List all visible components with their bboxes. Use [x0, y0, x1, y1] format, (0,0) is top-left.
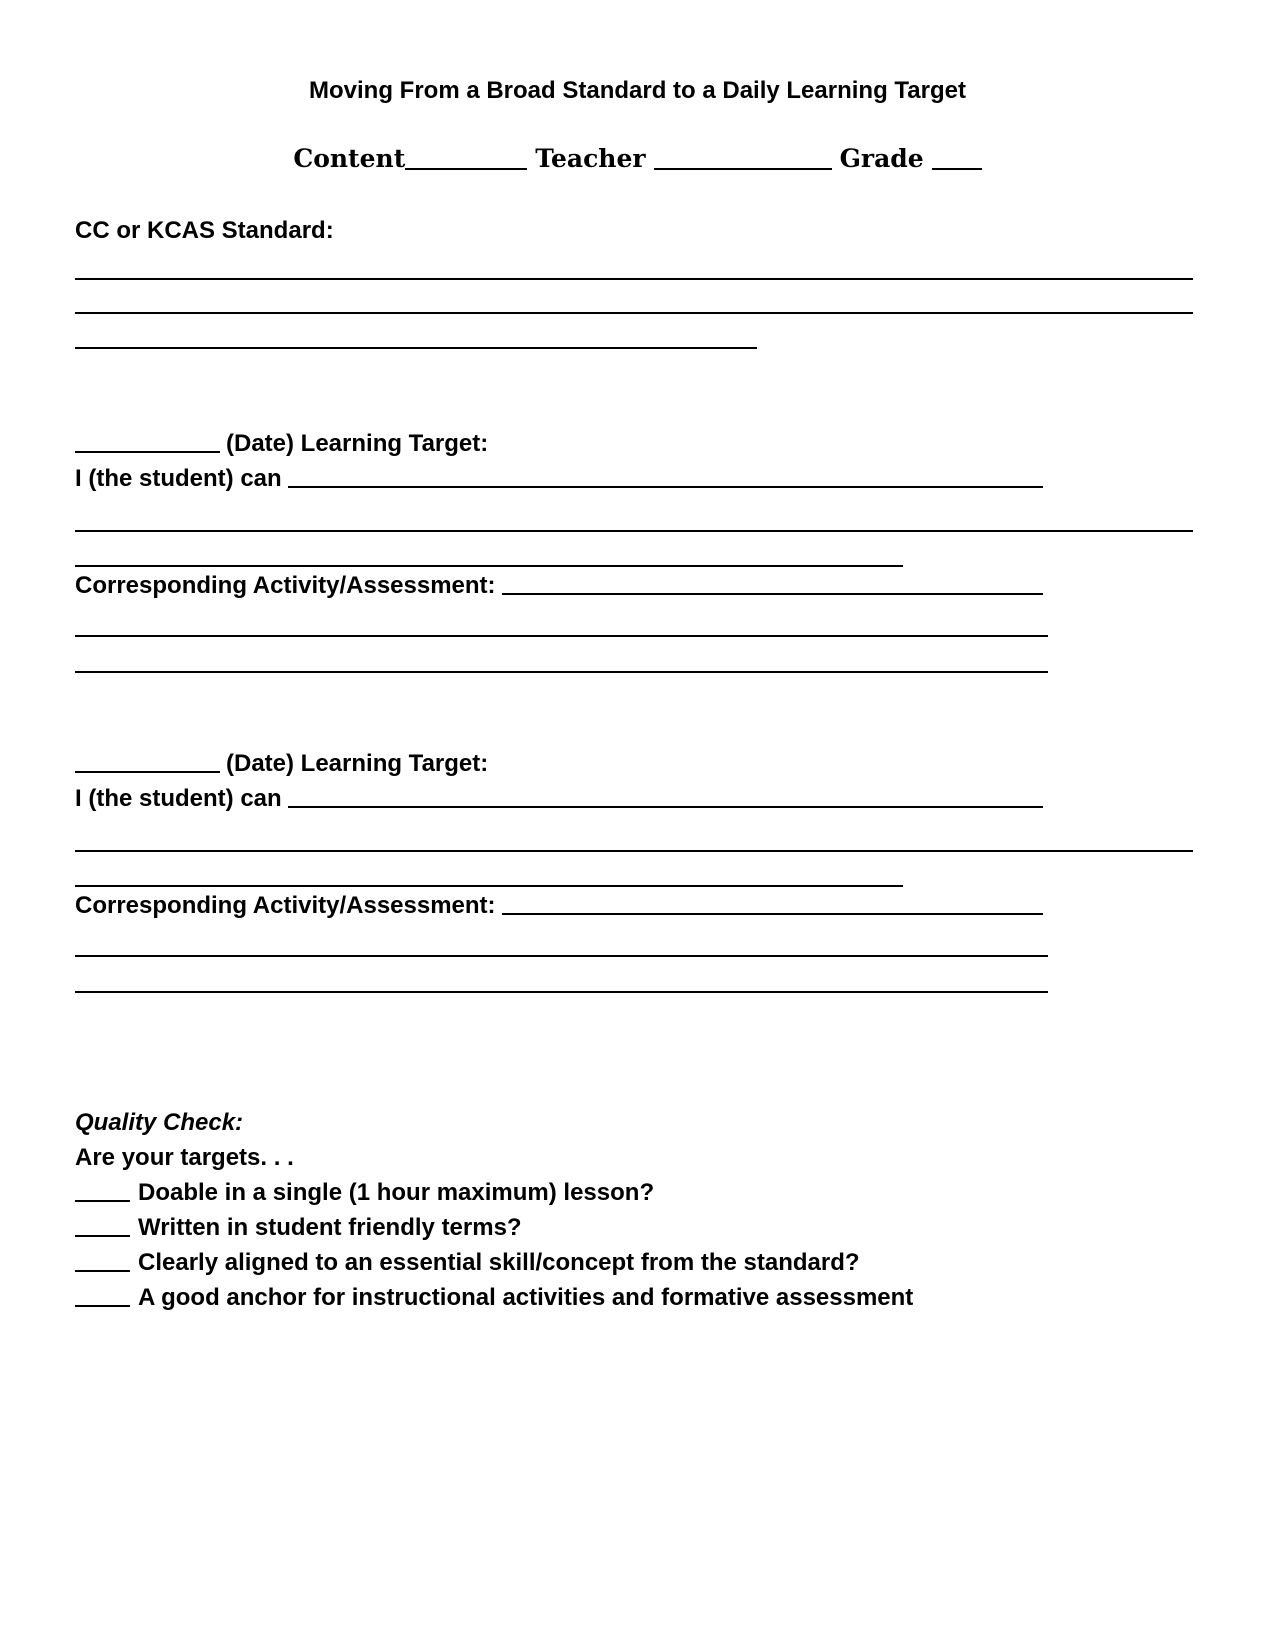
content-label: Content	[293, 144, 406, 173]
grade-blank[interactable]	[932, 168, 982, 170]
target-1-line-1[interactable]	[75, 530, 1193, 532]
target-1-date-blank[interactable]	[75, 451, 220, 453]
grade-label: Grade	[839, 144, 924, 173]
target-1-activity-line-1[interactable]	[75, 635, 1048, 637]
target-1-date-label: (Date) Learning Target:	[226, 430, 489, 457]
page-title: Moving From a Broad Standard to a Daily Learning Target	[309, 77, 966, 104]
target-1-activity-label: Corresponding Activity/Assessment:	[75, 572, 496, 599]
target-2-date-row	[75, 749, 488, 779]
quality-check-heading: Quality Check:	[75, 1109, 244, 1136]
target-1-can-label: I (the student) can	[75, 465, 282, 492]
standard-label: CC or KCAS Standard:	[75, 217, 334, 244]
quality-check-blank[interactable]	[75, 1235, 130, 1237]
target-2-activity-label: Corresponding Activity/Assessment:	[75, 892, 496, 919]
target-2-can-label: I (the student) can	[75, 785, 282, 812]
standard-line-3[interactable]	[75, 347, 757, 349]
content-blank[interactable]	[405, 168, 527, 170]
target-2-can-blank[interactable]	[288, 806, 1043, 808]
target-1-can-row	[75, 464, 1043, 494]
quality-check-item	[75, 1283, 913, 1313]
target-1-line-2[interactable]	[75, 565, 903, 567]
target-1-date-row	[75, 429, 488, 459]
target-1-activity-row	[75, 571, 1043, 601]
target-2-can-row	[75, 784, 1043, 814]
quality-check-item-label: Clearly aligned to an essential skill/concept from the standard?	[138, 1249, 860, 1276]
teacher-blank[interactable]	[654, 168, 832, 170]
quality-check-blank[interactable]	[75, 1270, 130, 1272]
target-2-date-blank[interactable]	[75, 771, 220, 773]
target-2-line-2[interactable]	[75, 885, 903, 887]
target-2-activity-line-1[interactable]	[75, 955, 1048, 957]
teacher-label: Teacher	[535, 144, 646, 173]
target-1-activity-line-2[interactable]	[75, 671, 1048, 673]
header-fields	[0, 144, 1275, 174]
target-2-activity-line-2[interactable]	[75, 991, 1048, 993]
quality-check-blank[interactable]	[75, 1305, 130, 1307]
standard-line-1[interactable]	[75, 278, 1193, 280]
quality-check-item-label: A good anchor for instructional activities and formative assessment	[138, 1284, 914, 1311]
target-2-date-label: (Date) Learning Target:	[226, 750, 489, 777]
target-1-can-blank[interactable]	[288, 486, 1043, 488]
target-2-activity-row	[75, 891, 1043, 921]
quality-check-item-label: Doable in a single (1 hour maximum) lesson?	[138, 1179, 655, 1206]
quality-check-item	[75, 1178, 654, 1208]
quality-check-prompt: Are your targets. . .	[75, 1144, 294, 1171]
target-1-activity-blank[interactable]	[502, 593, 1043, 595]
quality-check-item	[75, 1248, 860, 1278]
standard-line-2[interactable]	[75, 312, 1193, 314]
target-2-activity-blank[interactable]	[502, 913, 1043, 915]
target-2-line-1[interactable]	[75, 850, 1193, 852]
quality-check-item-label: Written in student friendly terms?	[138, 1214, 522, 1241]
quality-check-item	[75, 1213, 522, 1243]
quality-check-blank[interactable]	[75, 1200, 130, 1202]
